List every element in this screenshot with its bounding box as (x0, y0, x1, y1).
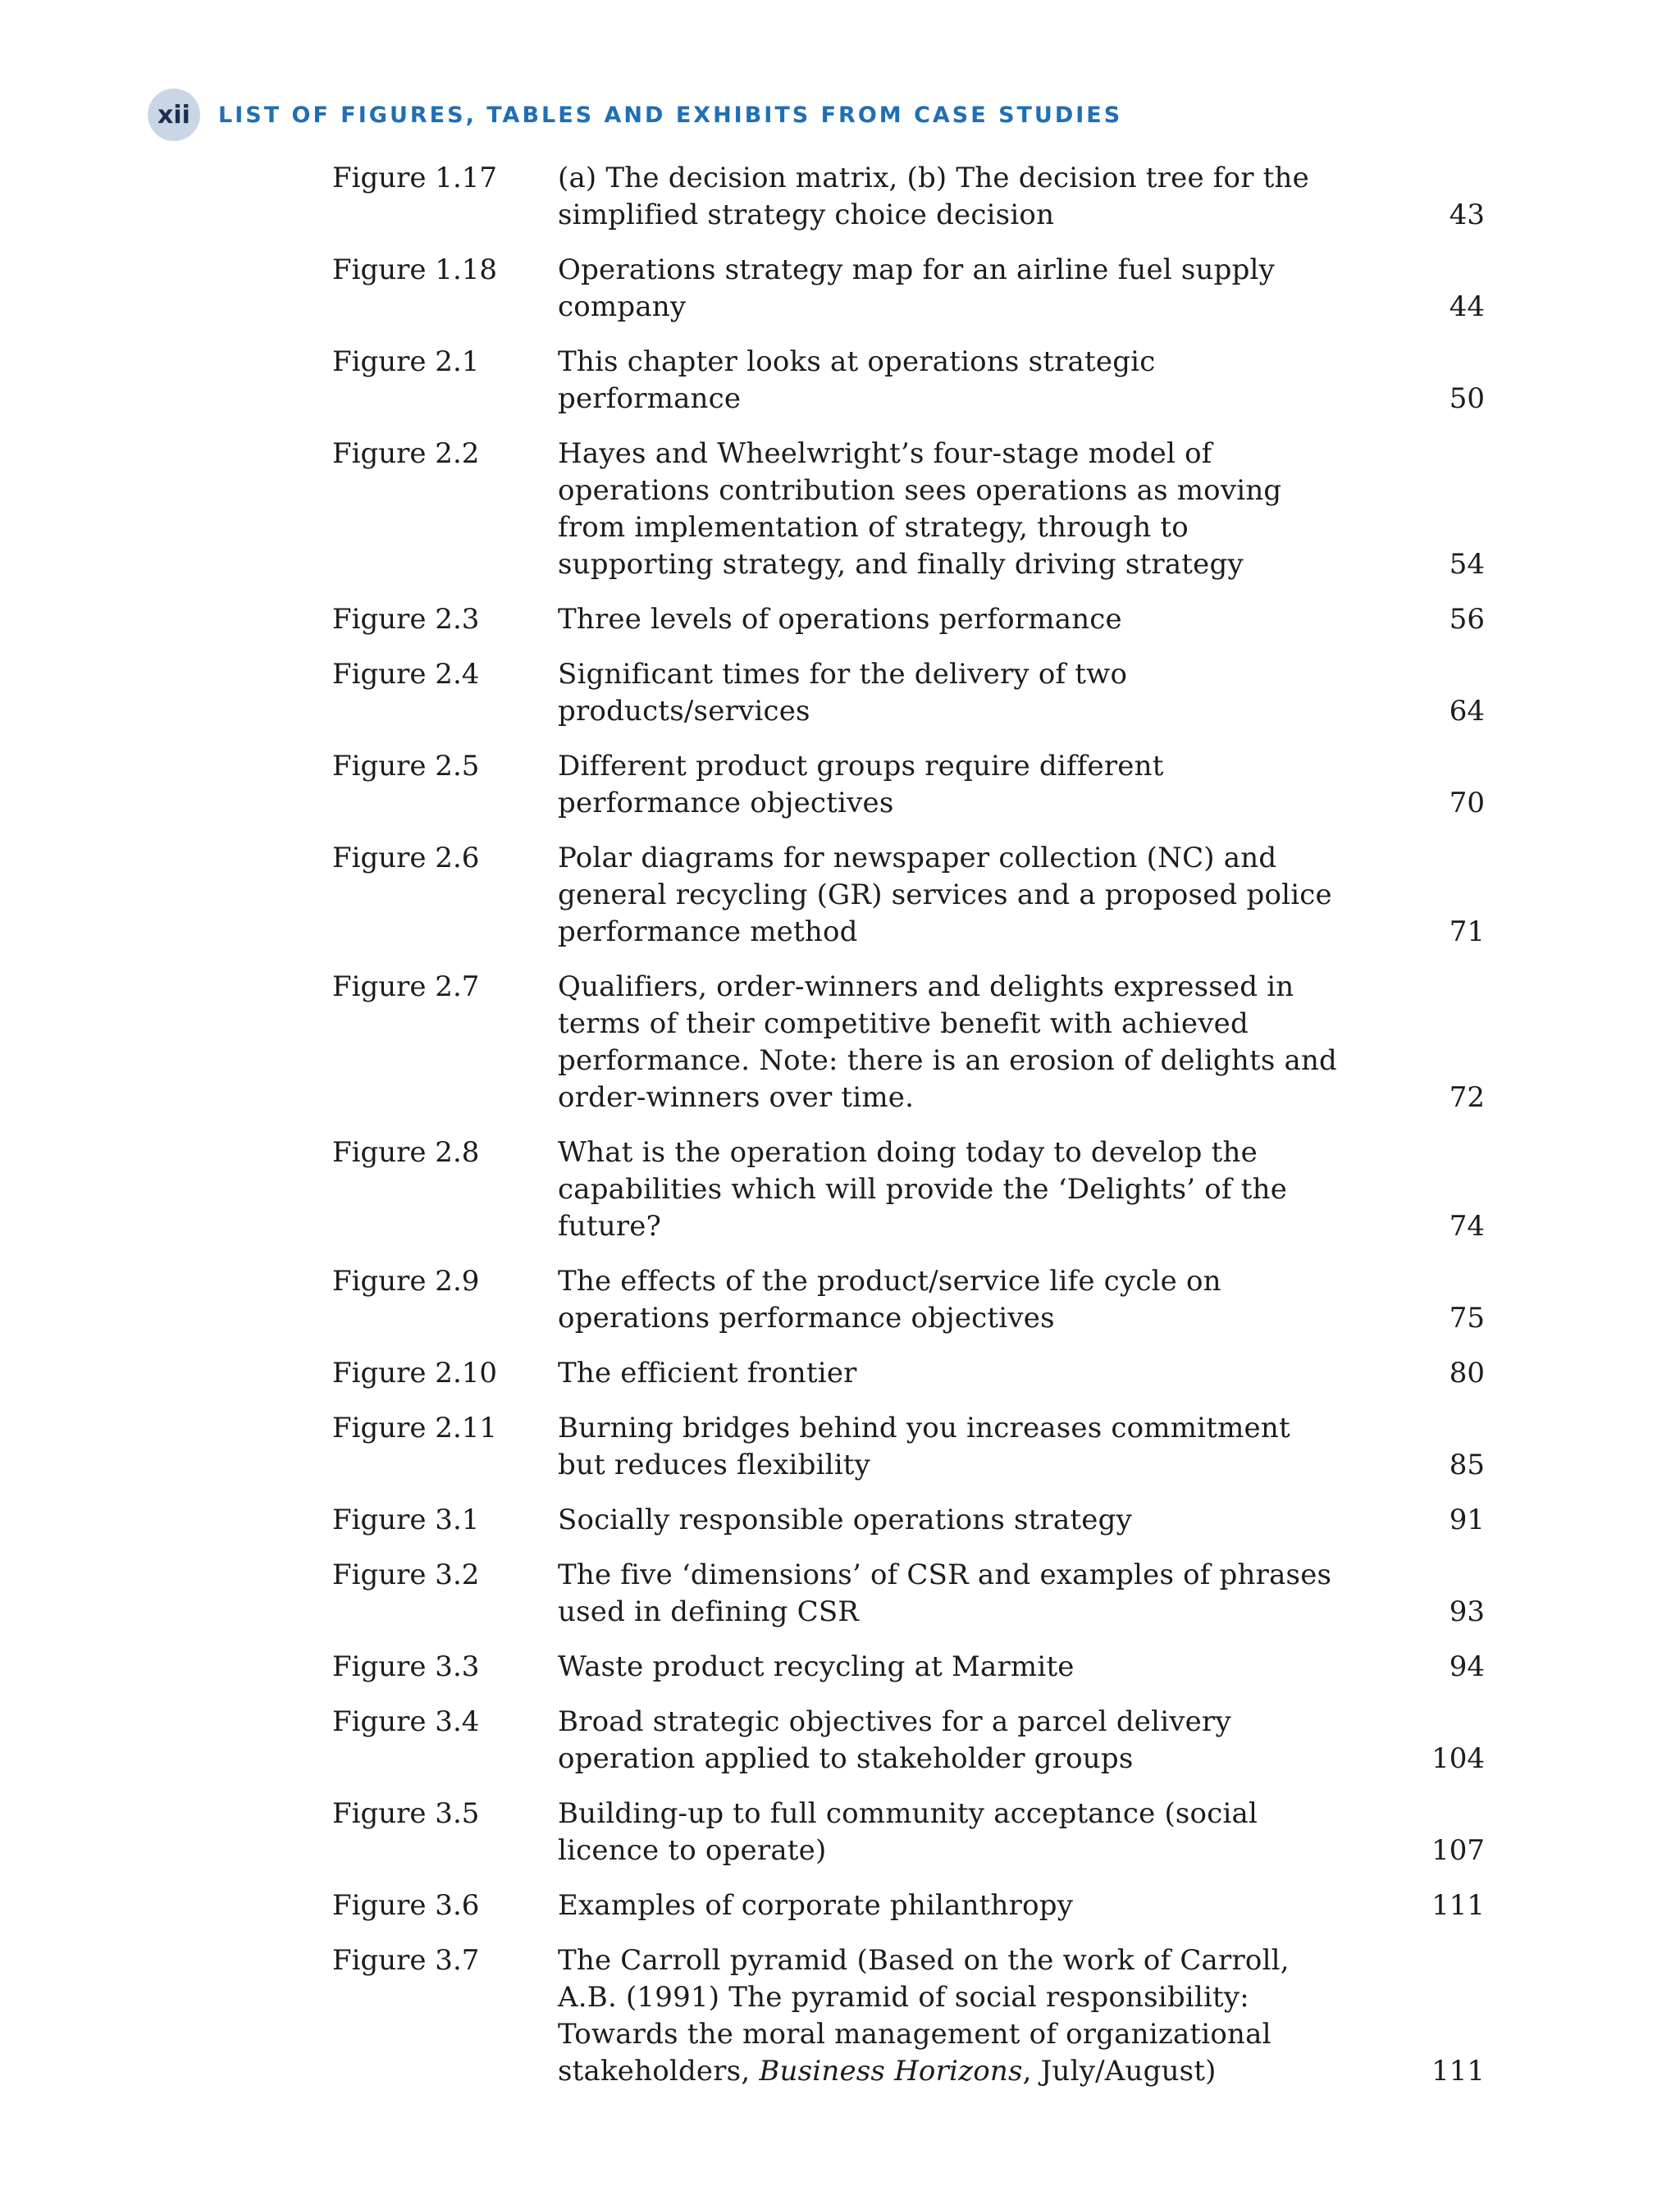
figure-description: (a) The decision matrix, (b) The decision tree for the simplified strategy choice decision (558, 162, 1309, 231)
figure-description-text: The Carroll pyramid (Based on the work of Carroll, A.B. (1991) The pyramid of social responsibility: Towards the moral management of organizational stakeholders, (558, 1944, 1290, 2088)
figure-description: Socially responsible operations strategy (558, 1504, 1132, 1536)
figure-description: Different product groups require different performance objectives (558, 750, 1164, 819)
list-item (332, 1887, 1485, 1924)
figure-description: Qualifiers, order-winners and delights expressed in terms of their competitive benefit with achieved performance. Note: there is an erosion of delights and order-winners over time. (558, 970, 1338, 1114)
journal-title: Business Horizons (759, 2055, 1023, 2088)
list-item (332, 1704, 1485, 1778)
page-reference: 91 (1449, 1504, 1485, 1536)
list-item (332, 656, 1485, 730)
figure-label: Figure 2.3 (332, 603, 480, 636)
figure-description: Three levels of operations performance (558, 603, 1122, 636)
page-reference: 44 (1449, 290, 1485, 323)
figure-description: Hayes and Wheelwright’s four-stage model of operations contribution sees operations as moving from implementation of strategy, through to supporting strategy, and finally driving strategy (558, 437, 1282, 581)
list-item (332, 1134, 1485, 1245)
figure-label: Figure 2.5 (332, 750, 480, 783)
figure-label: Figure 3.7 (332, 1944, 480, 1977)
figure-description-tail: , July/August) (1022, 2055, 1217, 2088)
figure-description: Polar diagrams for newspaper collection (NC) and general recycling (GR) services and a proposed police performance method (558, 842, 1332, 948)
list-item (332, 969, 1485, 1116)
figure-description: The efficient frontier (558, 1357, 857, 1390)
page-reference: 71 (1449, 915, 1485, 948)
page-reference: 107 (1431, 1834, 1485, 1867)
figure-description: Operations strategy map for an airline fuel supply company (558, 253, 1276, 323)
page-reference: 111 (1431, 2055, 1485, 2088)
page-reference: 56 (1449, 603, 1485, 636)
figure-label: Figure 2.1 (332, 345, 480, 378)
figure-description: Building-up to full community acceptance (social licence to operate) (558, 1797, 1258, 1867)
figure-label: Figure 3.5 (332, 1797, 480, 1830)
page-reference: 54 (1449, 548, 1485, 581)
page-reference: 70 (1449, 787, 1485, 819)
list-item (332, 160, 1485, 234)
figure-description: What is the operation doing today to develop the capabilities which will provide the ‘Delights’ of the future? (558, 1136, 1288, 1243)
list-item (332, 1355, 1485, 1392)
figure-list (332, 160, 1485, 2108)
figure-description (558, 1942, 1345, 2090)
figure-description: Broad strategic objectives for a parcel delivery operation applied to stakeholder groups (558, 1705, 1231, 1775)
list-item (332, 1796, 1485, 1869)
figure-description: Waste product recycling at Marmite (558, 1650, 1075, 1683)
figure-description: Examples of corporate philanthropy (558, 1889, 1074, 1922)
figure-label: Figure 2.6 (332, 842, 480, 874)
figure-label: Figure 1.17 (332, 162, 498, 194)
figure-label: Figure 3.2 (332, 1558, 480, 1591)
list-item (332, 252, 1485, 326)
figure-label: Figure 2.7 (332, 970, 480, 1003)
figure-label: Figure 2.10 (332, 1357, 498, 1390)
running-head-title: LIST OF FIGURES, TABLES AND EXHIBITS FROM CASE STUDIES (218, 102, 1123, 128)
list-item (332, 1410, 1485, 1484)
list-item (332, 1942, 1485, 2090)
list-item (332, 1649, 1485, 1686)
list-item (332, 1557, 1485, 1631)
figure-label: Figure 1.18 (332, 253, 498, 286)
page-reference: 85 (1449, 1449, 1485, 1481)
figure-description: The effects of the product/service life cycle on operations performance objectives (558, 1265, 1221, 1335)
figure-label: Figure 2.8 (332, 1136, 480, 1169)
page-number-badge: xii (148, 89, 200, 141)
figure-label: Figure 2.2 (332, 437, 480, 470)
figure-label: Figure 3.3 (332, 1650, 480, 1683)
page-reference: 80 (1449, 1357, 1485, 1390)
list-item (332, 436, 1485, 583)
page-reference: 111 (1431, 1889, 1485, 1922)
page-reference: 50 (1449, 382, 1485, 415)
list-item (332, 601, 1485, 638)
figure-label: Figure 2.11 (332, 1412, 498, 1444)
figure-description: Burning bridges behind you increases commitment but reduces flexibility (558, 1412, 1290, 1481)
figure-description: This chapter looks at operations strategic performance (558, 345, 1156, 415)
figure-label: Figure 2.4 (332, 658, 480, 691)
page-reference: 43 (1449, 199, 1485, 231)
page-reference: 104 (1431, 1742, 1485, 1775)
list-item (332, 840, 1485, 951)
page-reference: 64 (1449, 695, 1485, 728)
list-item (332, 1263, 1485, 1337)
page-reference: 75 (1449, 1302, 1485, 1335)
list-item (332, 1502, 1485, 1539)
page-reference: 72 (1449, 1081, 1485, 1114)
figure-description: Significant times for the delivery of two products/services (558, 658, 1128, 728)
list-item (332, 344, 1485, 418)
running-header (148, 89, 1122, 141)
figure-label: Figure 3.6 (332, 1889, 480, 1922)
page-reference: 93 (1449, 1595, 1485, 1628)
list-item (332, 748, 1485, 822)
figure-label: Figure 3.1 (332, 1504, 480, 1536)
figure-description: The five ‘dimensions’ of CSR and examples of phrases used in defining CSR (558, 1558, 1332, 1628)
figure-label: Figure 3.4 (332, 1705, 480, 1738)
page-reference: 94 (1449, 1650, 1485, 1683)
figure-label: Figure 2.9 (332, 1265, 480, 1298)
page-reference: 74 (1449, 1210, 1485, 1243)
